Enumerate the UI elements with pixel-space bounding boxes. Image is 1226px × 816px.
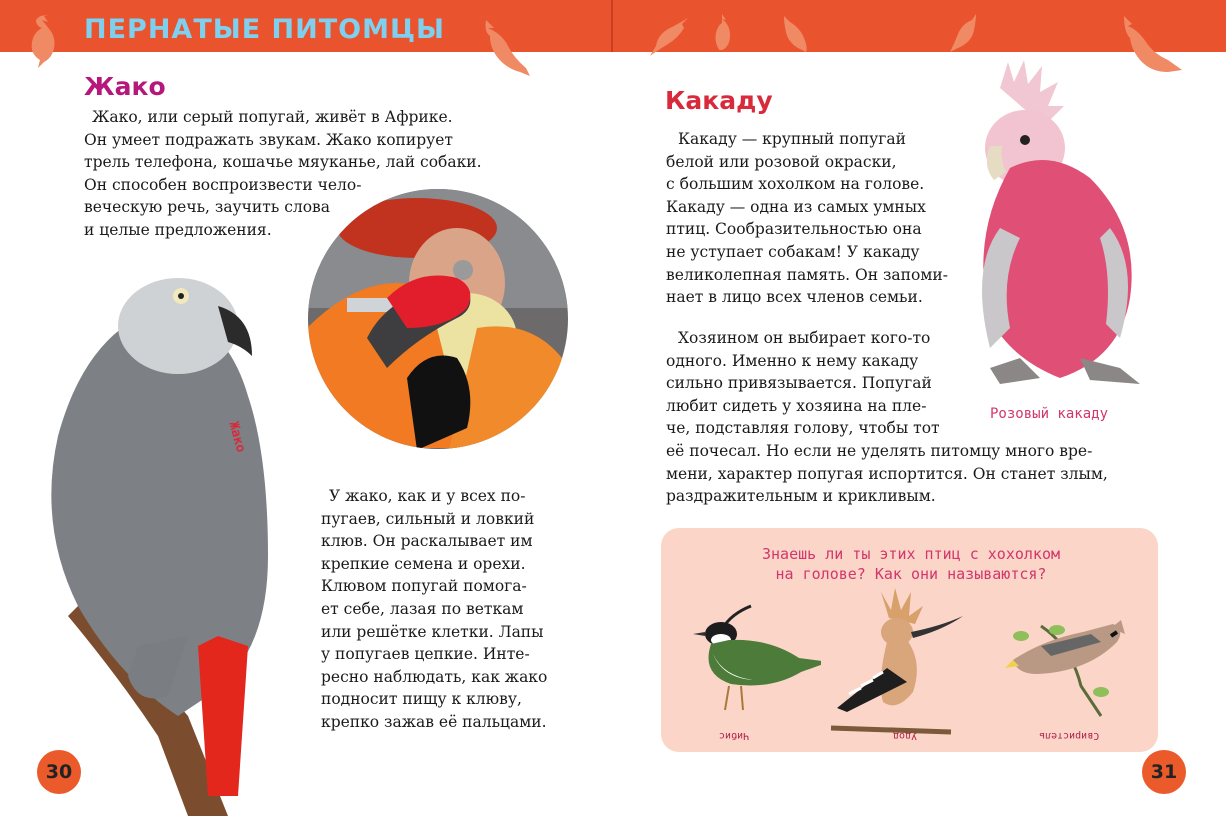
text-line: подносит пищу к клюву, [321, 690, 522, 709]
cockatoo-silhouette-icon [948, 12, 982, 56]
quiz-question-line2: на голове? Как они называются? [775, 565, 1047, 583]
text-line: клюв. Он раскалывает им [321, 532, 533, 551]
text-line: раздражительным и крикливым. [666, 487, 936, 506]
text-line: белой или розовой окраски, [666, 152, 897, 171]
text-line: или решётке клетки. Лапы [321, 622, 544, 641]
parrot-caption: Жако [225, 420, 249, 455]
hoopoe-illustration [829, 588, 969, 736]
text-line: крепко зажав её пальцами. [321, 712, 547, 731]
text-line: Клювом попугай помога- [321, 577, 527, 596]
cockatoo-silhouette-icon [778, 14, 810, 54]
text-line: ресно наблюдать, как жако [321, 667, 548, 686]
text-line: Он способен воспроизвести чело- [84, 175, 362, 194]
pink-cockatoo-photo [970, 58, 1150, 398]
page-spine [611, 0, 613, 52]
text-line: Он умеет подражать звукам. Жако копирует [84, 130, 454, 149]
waxwing-illustration [1001, 616, 1141, 720]
second-paragraph [321, 485, 556, 734]
quiz-question-line1: Знаешь ли ты этих птиц с хохолком [761, 545, 1060, 563]
section-title: ПЕРНАТЫЕ ПИТОМЦЫ [84, 14, 446, 45]
cockatoo-paragraph-2 [666, 327, 958, 440]
quiz-box [661, 528, 1158, 752]
text-line: Какаду — крупный попугай [678, 130, 906, 148]
text-line: и целые предложения. [84, 220, 272, 239]
text-line: великолепная память. Он запоми- [666, 265, 948, 284]
text-line: мени, характер попугая испортится. Он станет злым, [666, 464, 1108, 483]
text-line: одного. Именно к нему какаду [666, 351, 919, 370]
text-line: Какаду — одна из самых умных [666, 197, 926, 216]
man-with-parrot-photo [307, 188, 569, 450]
cockatoo-silhouette-icon [712, 14, 734, 50]
cockatoo-silhouette-icon [478, 18, 532, 78]
text-line: че, подставляя голову, чтобы тот [666, 419, 940, 438]
cockatoo-paragraph-1 [666, 128, 958, 309]
grey-parrot-photo [28, 266, 308, 816]
text-line: Хозяином он выбирает кого-то [678, 329, 931, 347]
text-line: с большим хохолком на голове. [666, 175, 925, 194]
text-line: любит сидеть у хозяина на пле- [666, 396, 927, 415]
text-line: не уступает собакам! У какаду [666, 242, 920, 261]
text-line: крепкие семена и орехи. [321, 554, 526, 573]
heading-jako: Жако [84, 72, 166, 101]
text-line: трель телефона, кошачье мяуканье, лай собаки. [84, 153, 482, 172]
page-number-left: 30 [37, 750, 81, 794]
text-line: пугаев, сильный и ловкий [321, 509, 535, 528]
text-line: птиц. Сообразительностью она [666, 220, 922, 239]
page-number-right: 31 [1142, 750, 1186, 794]
cockatoo-paragraph-2-wide [666, 440, 1142, 508]
lapwing-illustration [691, 604, 821, 716]
quiz-question [701, 544, 1121, 584]
answer-lapwing: Чибис [719, 730, 750, 741]
text-line: у попугаев цепкие. Инте- [321, 645, 530, 664]
cockatoo-silhouette-icon [648, 14, 692, 58]
text-line: сильно привязывается. Попугай [666, 374, 932, 393]
text-line: её почесал. Но если не уделять питомцу много вре- [666, 442, 1093, 460]
heading-cockatoo: Какаду [665, 86, 773, 115]
text-line: нает в лицо всех членов семьи. [666, 288, 923, 307]
text-line: ет себе, лазая по веткам [321, 599, 524, 618]
text-line: веческую речь, заучить слова [84, 198, 331, 217]
cockatoo-silhouette-icon [22, 14, 62, 70]
text-line: Жако, или серый попугай, живёт в Африке. [92, 108, 453, 126]
answer-waxwing: Свиристель [1039, 730, 1100, 741]
text-line: У жако, как и у всех по- [329, 487, 526, 505]
cockatoo-caption: Розовый какаду [990, 406, 1109, 422]
answer-hoopoe: Удод [893, 730, 918, 741]
